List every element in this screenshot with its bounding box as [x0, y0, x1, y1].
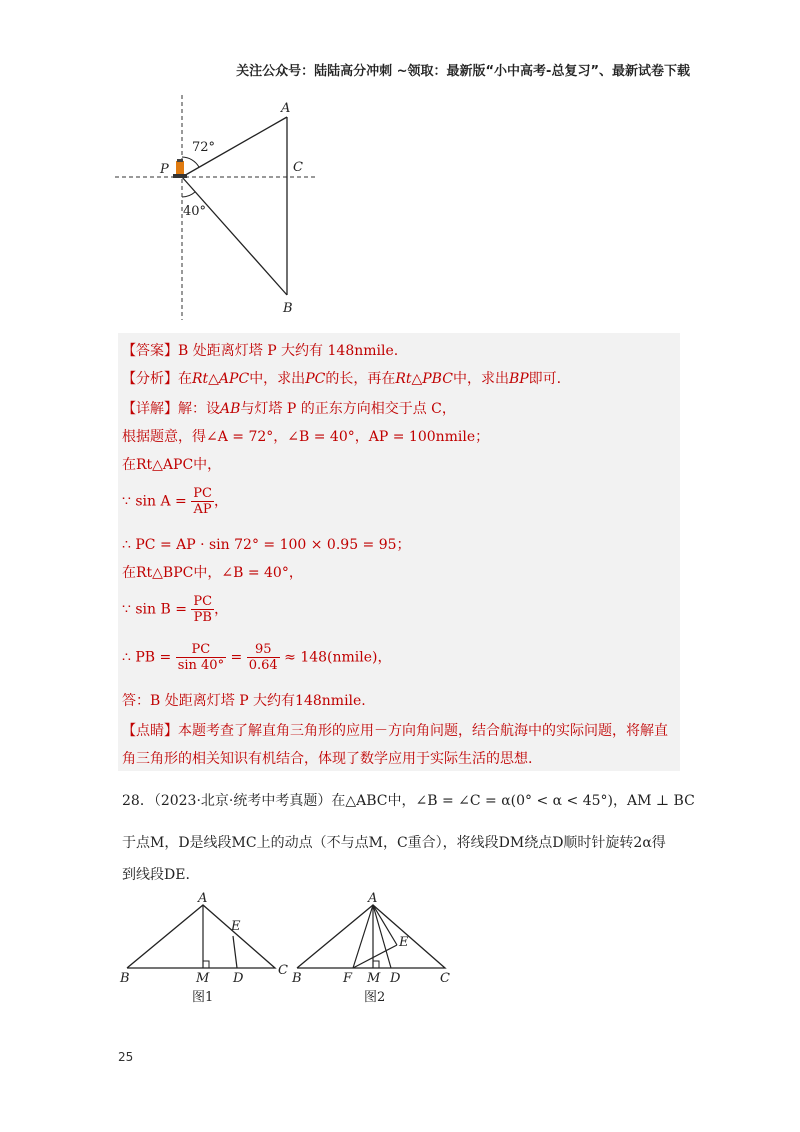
question-28-line-2: 于点M，D是线段MC上的动点（不与点M，C重合），将线段DM绕点D顺时针旋转2α得: [122, 835, 666, 851]
fig2-label-a: A: [368, 891, 378, 906]
angle-72: 72°: [192, 140, 216, 155]
fig1-label-d: D: [233, 971, 244, 986]
fig2-label-c: C: [440, 971, 450, 986]
fig1-label-a: A: [198, 891, 208, 906]
triangle-figures: [115, 890, 475, 1010]
fig1-label-e: E: [231, 919, 241, 934]
fig1-label-c: C: [278, 963, 288, 978]
answer-line: 【答案】B 处距离灯塔 P 大约有 148nmile.: [122, 343, 399, 359]
label-p: P: [160, 162, 169, 177]
step-line-2: 在Rt△BPC中，∠B = 40°，: [122, 565, 303, 581]
comment-line-1: 【点睛】本题考查了解直角三角形的应用－方向角问题，结合航海中的实际问题，将解直: [122, 723, 668, 739]
comment-line-2: 角三角形的相关知识有机结合，体现了数学应用于实际生活的思想.: [122, 751, 533, 767]
sin-b-line: ∵ sin B = $\frac{PC}{PB}$ ，: [122, 594, 229, 625]
fig2-label-b: B: [292, 971, 302, 986]
page-header: 关注公众号：陆陆高分冲刺 ~领取：最新版“小中高考-总复习”、最新试卷下载: [236, 64, 690, 79]
question-28-line-3: 到线段DE.: [122, 867, 190, 883]
angle-40: 40°: [183, 204, 207, 219]
step-line-1: 在Rt△APC中，: [122, 457, 222, 473]
lighthouse-figure: [115, 95, 335, 325]
fig1-label-b: B: [120, 971, 130, 986]
label-b: B: [283, 301, 293, 316]
fig2-label-e: E: [399, 935, 409, 950]
fig2-label-f: F: [343, 971, 353, 986]
page-number: 25: [118, 1050, 134, 1064]
detail-line: 【详解】解：设AB与灯塔 P 的正东方向相交于点 C，: [122, 401, 456, 417]
fig2-caption: 图2: [364, 990, 386, 1005]
fig2-label-m: M: [367, 971, 381, 986]
label-a: A: [281, 101, 291, 116]
fig1-caption: 图1: [192, 990, 214, 1005]
sin-a-line: ∵ sin A = $\frac{PC}{AP}$ ，: [122, 486, 228, 517]
pb-line: ∴ PB = $\frac{PC}{\sin 40^\circ}$ = $\frac{95}{0.64}$ ≈ 148(nmile)，: [122, 642, 392, 673]
fig2-label-d: D: [390, 971, 401, 986]
lighthouse-icon: [173, 159, 187, 178]
conclusion-line: 答：B 处距离灯塔 P 大约有148nmile.: [122, 693, 366, 709]
given-line: 根据题意，得∠A = 72°，∠B = 40°，AP = 100nmile；: [122, 429, 490, 445]
label-c: C: [293, 160, 303, 175]
question-28-line-1: 28．（2023·北京·统考中考真题）在△ABC中，∠B = ∠C = α(0° < α < 45°)，AM ⊥ BC: [122, 793, 695, 809]
pc-line: ∴ PC = AP · sin 72° = 100 × 0.95 = 95；: [122, 537, 411, 553]
fig1-label-m: M: [196, 971, 210, 986]
analysis-line: 【分析】在Rt△APC中，求出PC的长，再在Rt△PBC中，求出BP即可.: [122, 371, 562, 387]
